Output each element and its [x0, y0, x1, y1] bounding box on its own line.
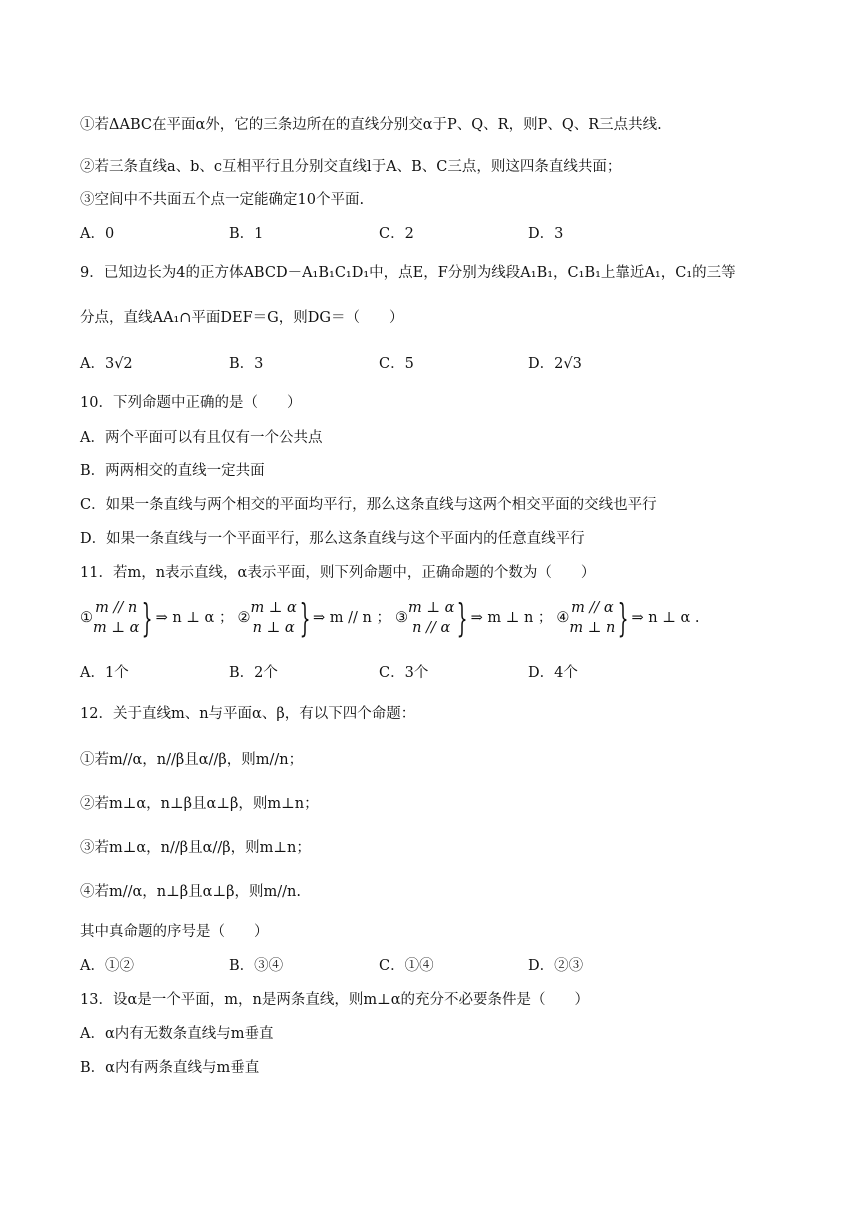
q11-item-3 — [395, 598, 552, 638]
q12-proposition-3: ③若m⊥α，n//β且α//β，则m⊥n； — [80, 840, 311, 856]
q11-option-a: A．1个 — [80, 665, 129, 681]
q10-stem: 10．下列命题中正确的是（ ） — [80, 395, 302, 411]
q12-option-d: D．②③ — [528, 958, 584, 974]
q10-option-a: A．两个平面可以有且仅有一个公共点 — [80, 430, 323, 446]
q11-option-d: D．4个 — [528, 665, 578, 681]
q11-propositions — [80, 598, 700, 638]
right-brace-icon: } — [299, 596, 311, 640]
q11-option-b: B．2个 — [229, 665, 278, 681]
q11-item-1 — [80, 598, 233, 638]
q8-option-a: A．0 — [80, 226, 115, 242]
q12-question: 其中真命题的序号是（ ） — [80, 924, 269, 940]
right-brace-icon: } — [142, 596, 153, 640]
q8-statement-1: ①若ΔABC在平面α外，它的三条边所在的直线分别交α于P、Q、R，则P、Q、R三点共线. — [80, 117, 662, 133]
q11-item-2-top: m ⊥ α — [250, 600, 297, 616]
q9-option-c: C．5 — [379, 356, 414, 372]
q12-proposition-1: ①若m//α，n//β且α//β，则m//n； — [80, 752, 304, 768]
q12-option-a: A．①② — [80, 958, 134, 974]
q9-option-b: B．3 — [229, 356, 264, 372]
q12-proposition-4: ④若m//α，n⊥β且α⊥β，则m//n. — [80, 884, 301, 900]
q8-statement-2: ②若三条直线a、b、c互相平行且分别交直线l于A、B、C三点，则这四条直线共面； — [80, 159, 622, 175]
q11-item-2 — [237, 598, 391, 638]
q11-item-1-top: m // n — [95, 600, 138, 616]
q11-item-4-result: ⇒ n ⊥ α . — [631, 610, 700, 626]
q8-option-c: C．2 — [379, 226, 414, 242]
q12-option-b: B．③④ — [229, 958, 284, 974]
q8-option-b: B．1 — [229, 226, 264, 242]
q8-option-d: D．3 — [528, 226, 564, 242]
q11-item-2-num: ② — [237, 610, 251, 626]
q13-option-a: A．α内有无数条直线与m垂直 — [80, 1026, 274, 1042]
q9-stem-line-2: 分点，直线AA₁∩平面DEF＝G，则DG＝（ ） — [80, 310, 404, 326]
q11-item-3-num: ③ — [395, 610, 408, 626]
q10-option-d: D．如果一条直线与一个平面平行，那么这条直线与这个平面内的任意直线平行 — [80, 531, 585, 547]
q13-stem: 13．设α是一个平面，m，n是两条直线，则m⊥α的充分不必要条件是（ ） — [80, 992, 590, 1008]
q12-proposition-2: ②若m⊥α，n⊥β且α⊥β，则m⊥n； — [80, 796, 319, 812]
q11-item-3-bottom: n // α — [412, 620, 451, 636]
q9-option-a: A．3√2 — [80, 356, 133, 372]
q11-item-4-num: ④ — [556, 610, 570, 626]
q9-option-d: D．2√3 — [528, 356, 582, 372]
q10-option-b: B．两两相交的直线一定共面 — [80, 463, 265, 479]
q11-stem: 11．若m，n表示直线，α表示平面，则下列命题中，正确命题的个数为（ ） — [80, 565, 596, 581]
q12-option-c: C．①④ — [379, 958, 434, 974]
q11-option-c: C．3个 — [379, 665, 429, 681]
q11-item-3-result: ⇒ m ⊥ n ； — [470, 610, 553, 626]
right-brace-icon: } — [618, 596, 629, 640]
q12-stem: 12．关于直线m、n与平面α、β，有以下四个命题： — [80, 706, 416, 722]
q11-item-1-num: ① — [80, 610, 93, 626]
q11-item-4-bottom: m ⊥ n — [569, 620, 616, 636]
q9-stem-line-1: 9．已知边长为4的正方体ABCD－A₁B₁C₁D₁中，点E，F分别为线段A₁B₁，C₁B₁上靠近A₁，C₁的三等 — [80, 265, 736, 281]
q11-item-2-bottom: n ⊥ α — [252, 620, 295, 636]
q11-item-1-result: ⇒ n ⊥ α ； — [155, 610, 234, 626]
q13-option-b: B．α内有两条直线与m垂直 — [80, 1060, 260, 1076]
q11-item-2-result: ⇒ m // n ； — [313, 610, 391, 626]
q11-item-3-top: m ⊥ α — [408, 600, 455, 616]
right-brace-icon: } — [457, 596, 468, 640]
q11-item-4 — [556, 598, 699, 638]
q8-statement-3: ③空间中不共面五个点一定能确定10个平面. — [80, 192, 365, 208]
q10-option-c: C．如果一条直线与两个相交的平面均平行，那么这条直线与这两个相交平面的交线也平行 — [80, 497, 657, 513]
q11-item-4-top: m // α — [571, 600, 614, 616]
q11-item-1-bottom: m ⊥ α — [93, 620, 140, 636]
